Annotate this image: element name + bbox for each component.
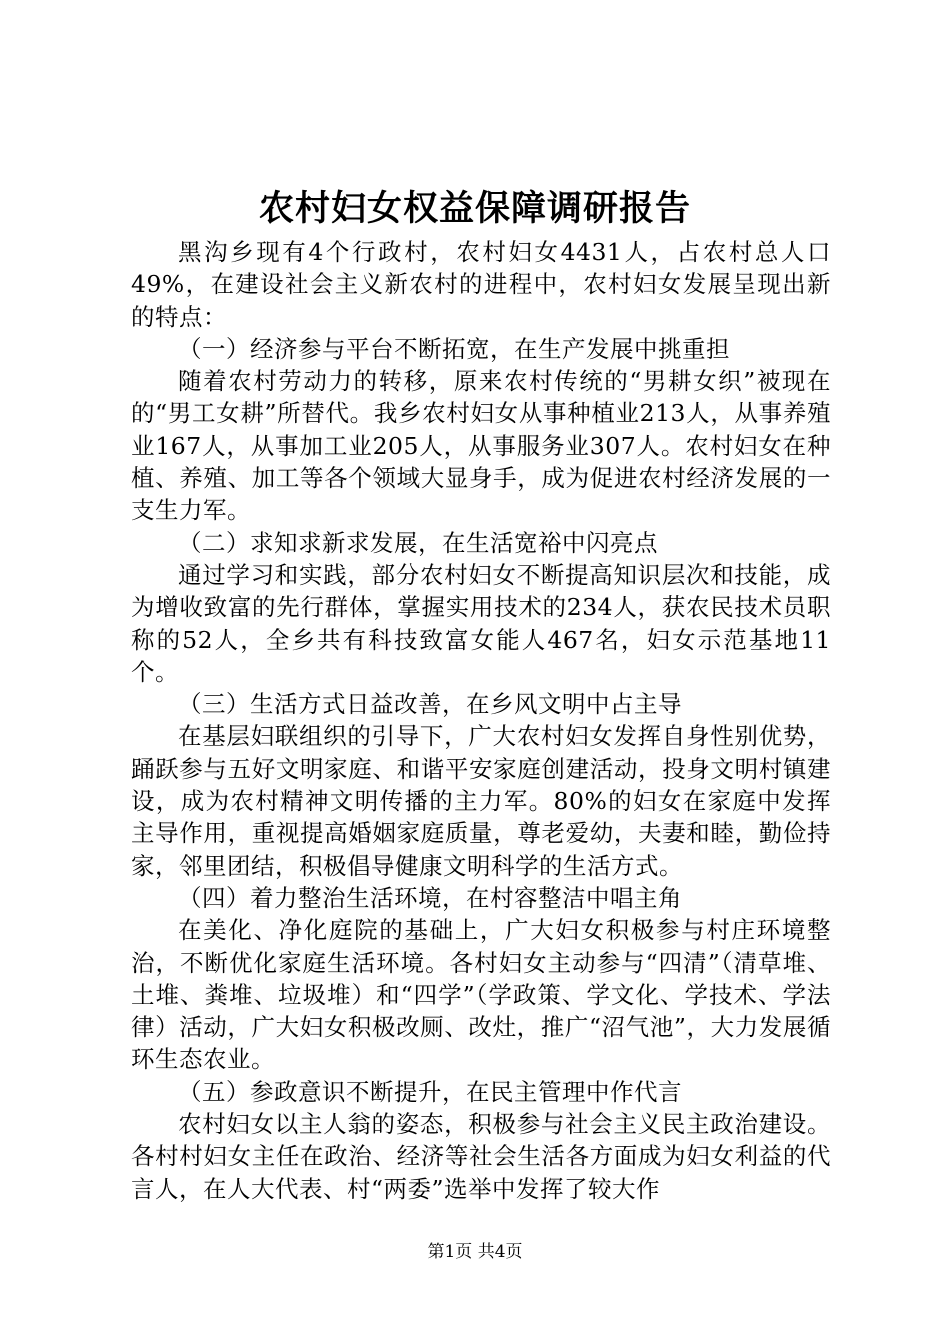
page-title: 农村妇女权益保障调研报告	[258, 189, 691, 229]
section-heading-5: （五）参政意识不断提升，在民主管理中作代言	[178, 1077, 682, 1106]
paragraph-4: 在美化、净化庭院的基础上，广大妇女积极参与村庄环境整治，不断优化家庭生活环境。各村妇女主动参与“四清”（清草堆、土堆、粪堆、垃圾堆）和“四学”（学政策、学文化、学技术、学法律）活动，广大妇女积极改厕、改灶，推广“沼气池”，大力发展循环生态农业。	[131, 916, 831, 1074]
section-heading-3: （三）生活方式日益改善，在乡风文明中占主导	[178, 690, 682, 719]
page-footer: 第1页 共4页	[427, 1242, 523, 1262]
document-body	[131, 236, 831, 1205]
paragraph-intro: 黑沟乡现有4个行政村，农村妇女4431人，占农村总人口49%，在建设社会主义新农村的进程中，农村妇女发展呈现出新的特点：	[131, 238, 831, 331]
paragraph-1: 随着农村劳动力的转移，原来农村传统的“男耕女织”被现在的“男工女耕”所替代。我乡农村妇女从事种植业213人，从事养殖业167人，从事加工业205人，从事服务业307人。农村妇女在种植、养殖、加工等各个领域大显身手，成为促进农村经济发展的一支生力军。	[131, 367, 831, 525]
section-heading-4: （四）着力整治生活环境，在村容整洁中唱主角	[178, 883, 682, 912]
paragraph-5: 农村妇女以主人翁的姿态，积极参与社会主义民主政治建设。各村村妇女主任在政治、经济等社会生活各方面成为妇女利益的代言人，在人大代表、村“两委”选举中发挥了较大作	[131, 1110, 831, 1203]
paragraph-3: 在基层妇联组织的引导下，广大农村妇女发挥自身性别优势，踊跃参与五好文明家庭、和谐平安家庭创建活动，投身文明村镇建设，成为农村精神文明传播的主力军。80%的妇女在家庭中发挥主导作用，重视提高婚姻家庭质量，尊老爱幼，夫妻和睦，勤俭持家，邻里团结，积极倡导健康文明科学的生活方式。	[131, 722, 831, 880]
section-heading-2: （二）求知求新求发展，在生活宽裕中闪亮点	[178, 528, 658, 557]
section-heading-1: （一）经济参与平台不断拓宽，在生产发展中挑重担	[178, 334, 730, 363]
paragraph-2: 通过学习和实践，部分农村妇女不断提高知识层次和技能，成为增收致富的先行群体，掌握实用技术的234人，获农民技术员职称的52人，全乡共有科技致富女能人467名，妇女示范基地11个。	[131, 560, 831, 686]
